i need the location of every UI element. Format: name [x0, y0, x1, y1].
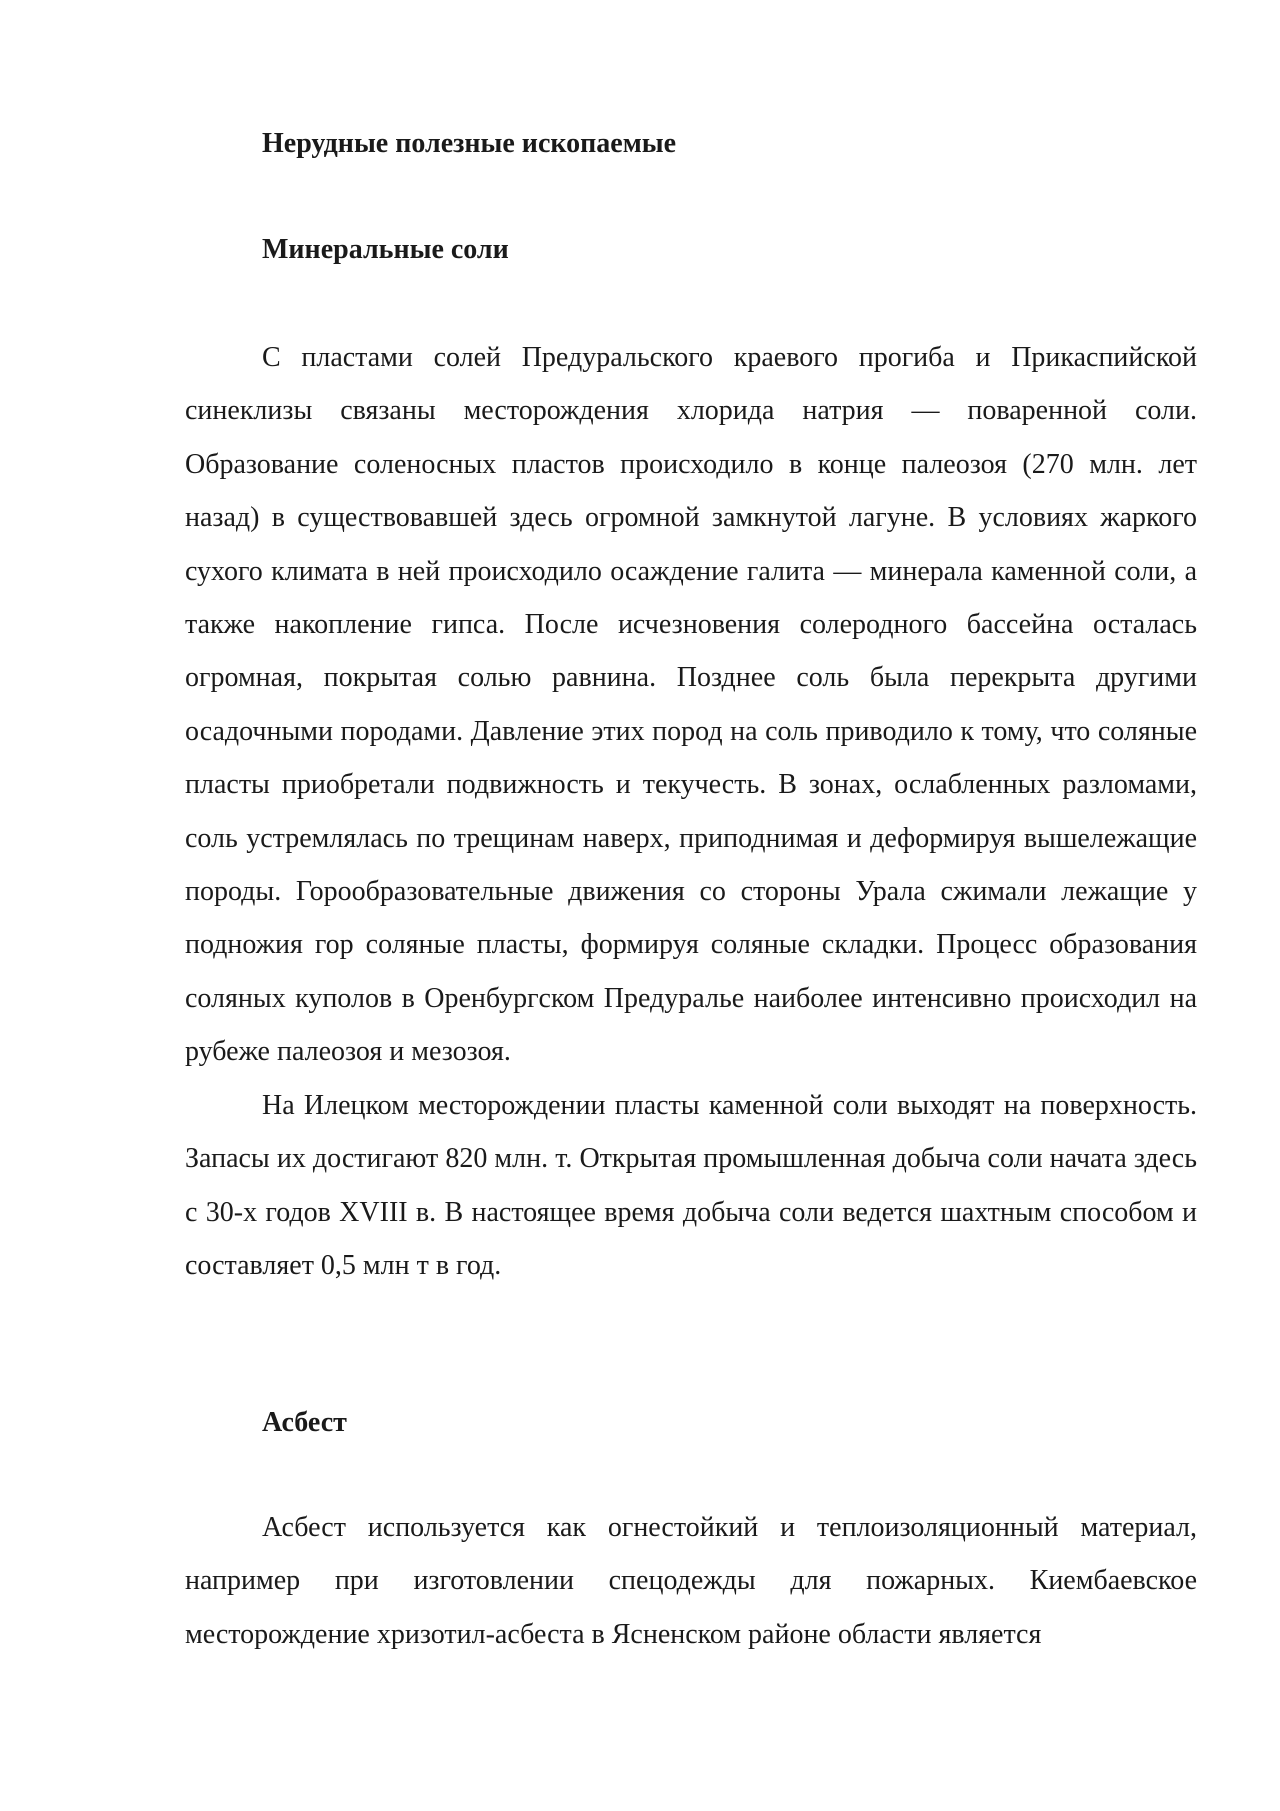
paragraph: Асбест используется как огнестойкий и теплоизоляционный материал, например при изготовлении спецодежды для пожарных. Киембаевское месторождение хризотил-асбеста в Ясненском районе области является	[185, 1512, 1197, 1650]
section-body-asbestos	[185, 1501, 1197, 1661]
section-heading-mineral-salts: Минеральные соли	[262, 234, 509, 265]
paragraph: На Илецком месторождении пласты каменной соли выходят на поверхность. Запасы их достигают 820 млн. т. Открытая промышленная добыча соли начата здесь с 30-х годов XVIII в. В настоящее время добыча соли ведется шахтным способом и составляет 0,5 млн т в год.	[185, 1089, 1197, 1281]
section-body-mineral-salts	[185, 331, 1197, 1292]
paragraph: С пластами солей Предуральского краевого прогиба и Прикаспийской синеклизы связаны месторождения хлорида натрия — поваренной соли. Образование соленосных пластов происходило в конце палеозоя (270 млн. лет назад) в существовавшей здесь огромной замкнутой лагуне. В условиях жаркого сухого климата в ней происходило осаждение галита — минерала каменной соли, а также накопление гипса. После исчезновения солеродного бассейна осталась огромная, покрытая солью равнина. Позднее соль была перекрыта другими осадочными породами. Давление этих пород на соль приводило к тому, что соляные пласты приобретали подвижность и текучесть. В зонах, ослабленных разломами, соль устремлялась по трещинам наверх, приподнимая и деформируя вышележащие породы. Горообразовательные движения со стороны Урала сжимали лежащие у подножия гор соляные пласты, формируя соляные складки. Процесс образования соляных куполов в Оренбургском Предуралье наиболее интенсивно происходил на рубеже палеозоя и мезозоя.	[185, 342, 1197, 1068]
section-heading-asbestos: Асбест	[262, 1407, 347, 1438]
main-heading: Нерудные полезные ископаемые	[262, 128, 677, 159]
